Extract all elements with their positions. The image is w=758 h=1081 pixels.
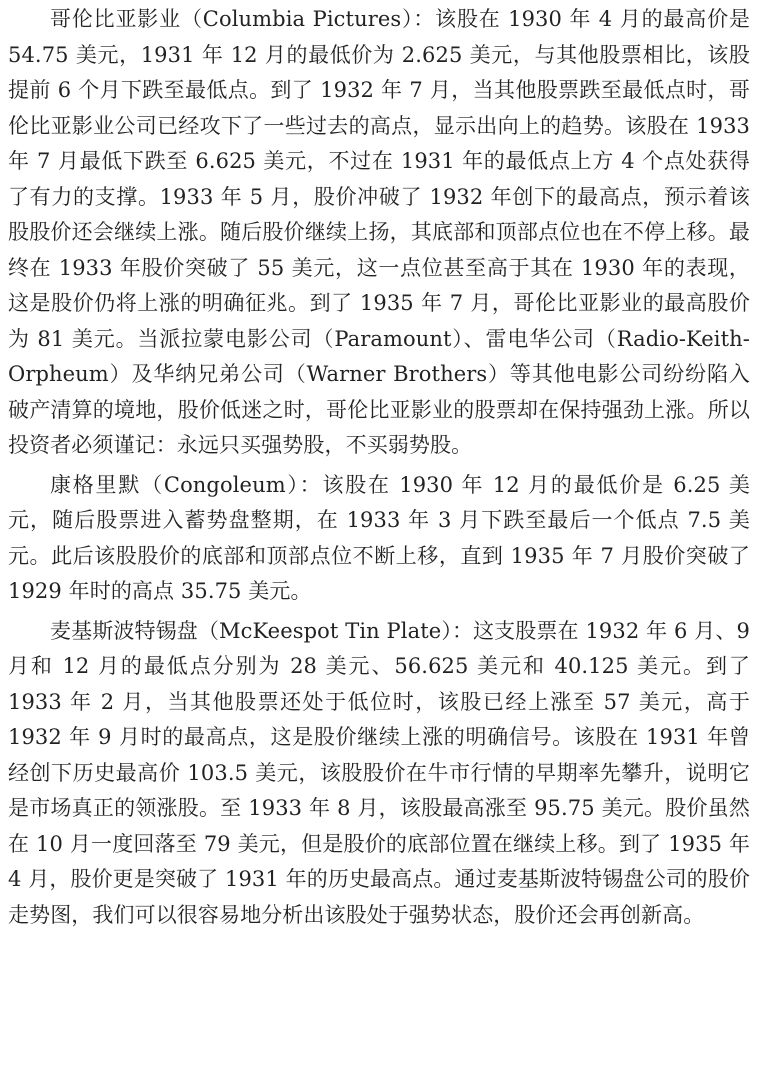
document-page: [8, 2, 750, 937]
paragraph-congoleum: 康格里默（Congoleum）：该股在 1930 年 12 月的最低价是 6.25 美元，随后股票进入蓄势盘整期，在 1933 年 3 月下跌至最后一个低点 7.5 美元。此后该股股价的底部和顶部点位不断上移，直到 1935 年 7 月股价突破了 1929 年时的高点 35.75 美元。: [8, 472, 750, 603]
paragraph-columbia-pictures: 哥伦比亚影业（Columbia Pictures）：该股在 1930 年 4 月的最高价是 54.75 美元，1931 年 12 月的最低价为 2.625 美元，与其他股票相比，该股提前 6 个月下跌至最低点。到了 1932 年 7 月，当其他股票跌至最低点时，哥伦比亚影业公司已经攻下了一些过去的高点，显示出向上的趋势。该股在 1933 年 7 月最低下跌至 6.625 美元，不过在 1931 年的最低点上方 4 个点处获得了有力的支撑。1933 年 5 月，股价冲破了 1932 年创下的最高点，预示着该股股价还会继续上涨。随后股价继续上扬，其底部和顶部点位也在不停上移。最终在 1933 年股价突破了 55 美元，这一点位甚至高于其在 1930 年的表现，这是股价仍将上涨的明确征兆。到了 1935 年 7 月，哥伦比亚影业的最高股价为 81 美元。当派拉蒙电影公司（Paramount）、雷电华公司（Radio-Keith-Orpheum）及华纳兄弟公司（Warner Brothers）等其他电影公司纷纷陷入破产清算的境地，股价低迷之时，哥伦比亚影业的股票却在保持强劲上涨。所以投资者必须谨记：永远只买强势股，不买弱势股。: [8, 7, 750, 457]
paragraph-mckeespot-tin-plate: 麦基斯波特锡盘（McKeespot Tin Plate）：这支股票在 1932 年 6 月、9 月和 12 月的最低点分别为 28 美元、56.625 美元和 40.125 美元。到了 1933 年 2 月，当其他股票还处于低位时，该股已经上涨至 57 美元，高于 1932 年 9 月时的最高点，这是股价继续上涨的明确信号。该股在 1931 年曾经创下历史最高价 103.5 美元，该股股价在牛市行情的早期率先攀升，说明它是市场真正的领涨股。至 1933 年 8 月，该股最高涨至 95.75 美元。股价虽然在 10 月一度回落至 79 美元，但是股价的底部位置在继续上移。到了 1935 年 4 月，股价更是突破了 1931 年的历史最高点。通过麦基斯波特锡盘公司的股价走势图，我们可以很容易地分析出该股处于强势状态，股价还会再创新高。: [8, 618, 750, 927]
